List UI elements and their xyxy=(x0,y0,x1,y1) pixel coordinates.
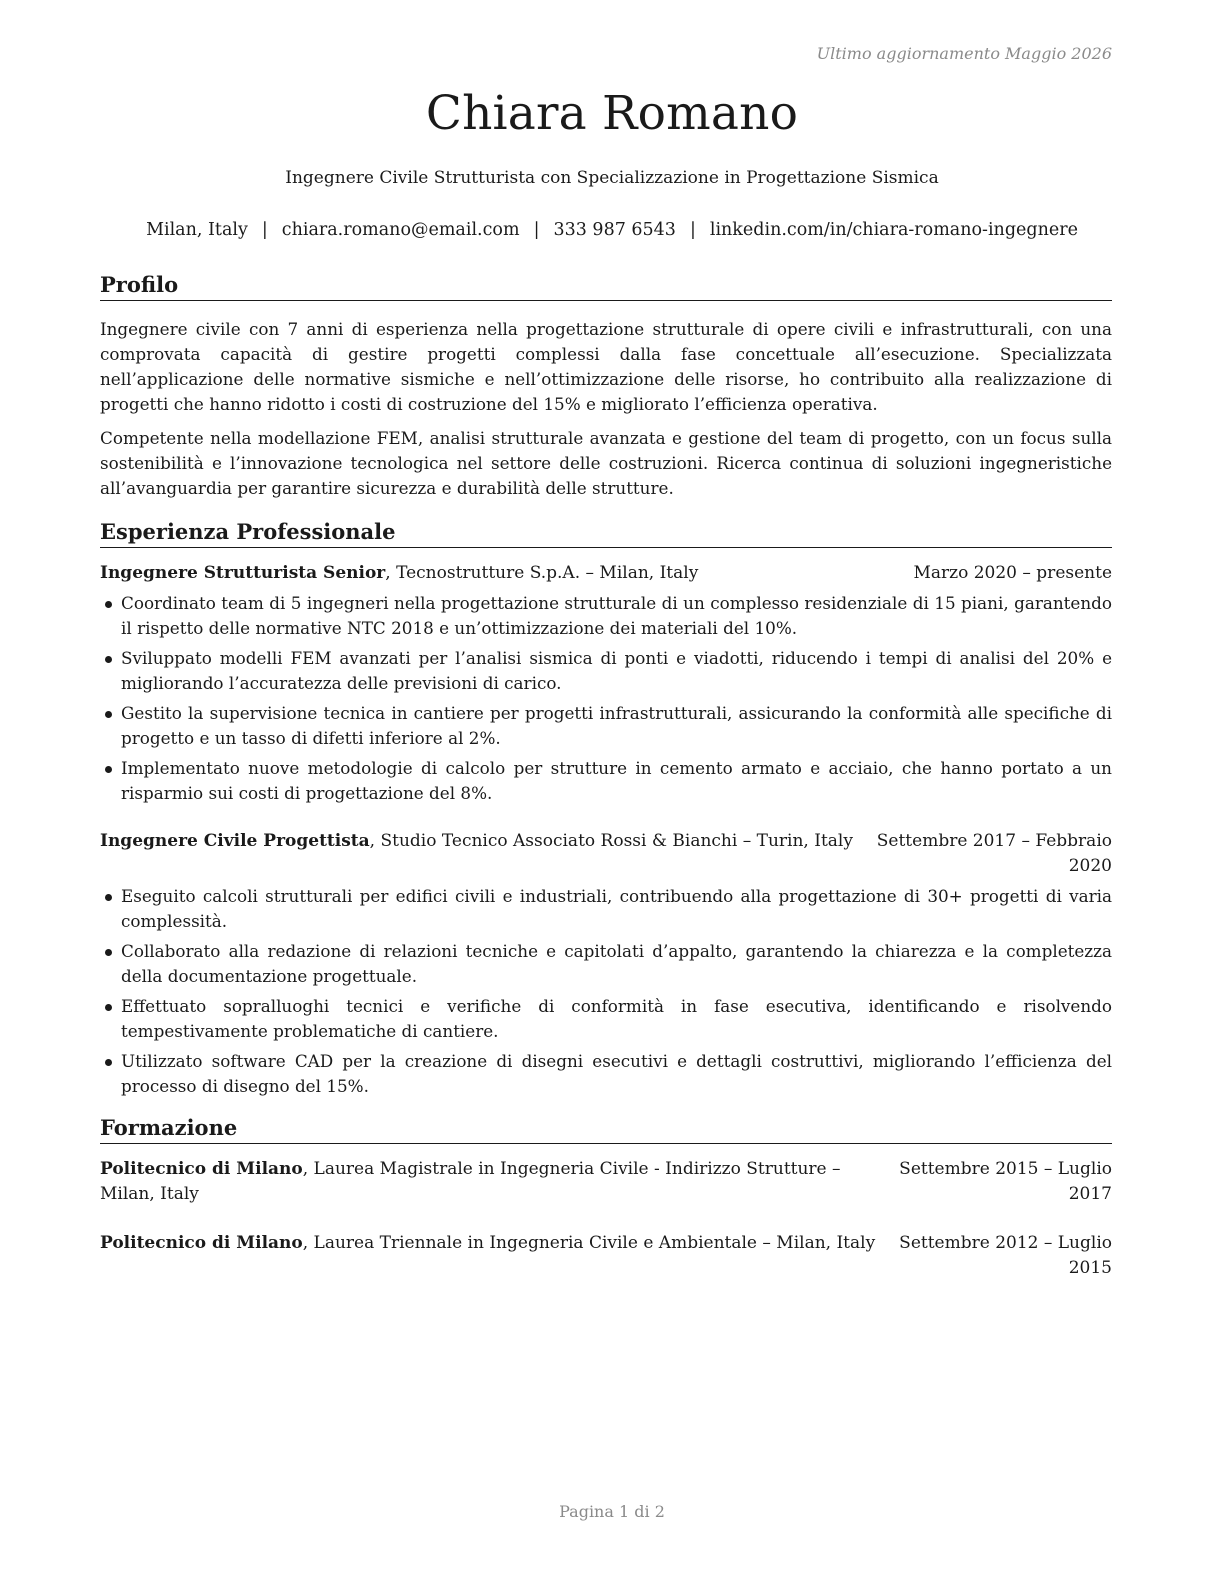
contact-email[interactable]: chiara.romano@email.com xyxy=(281,220,520,240)
contact-separator: | xyxy=(689,220,696,240)
job-bullet: Coordinato team di 5 ingegneri nella progettazione strutturale di un complesso residenziale di 15 piani, garantendo il rispetto delle normative NTC 2018 e un’ottimizzazione dei materiali del 10%. xyxy=(100,591,1112,641)
professional-tagline: Ingegnere Civile Strutturista con Specializzazione in Progettazione Sismica xyxy=(285,168,939,188)
job-company: , Studio Tecnico Associato Rossi & Bianchi – Turin, Italy xyxy=(369,831,853,851)
job-dates: Settembre 2017 – Febbraio 2020 xyxy=(876,831,1112,876)
job-company: , Tecnostrutture S.p.A. – Milan, Italy xyxy=(385,563,699,583)
profile-paragraph: Competente nella modellazione FEM, analisi strutturale avanzata e gestione del team di progetto, con un focus sulla sostenibilità e l’innovazione tecnologica nel settore delle costruzioni. Ricerca continua di soluzioni ingegneristiche all’avanguardia per garantire sicurezza e durabilità delle strutture. xyxy=(100,428,1112,498)
resume-body xyxy=(100,270,1112,1281)
contact-location: Milan, Italy xyxy=(146,220,248,240)
job-role: Ingegnere Civile Progettista xyxy=(100,831,370,851)
job-header xyxy=(100,829,1112,879)
education-entry xyxy=(100,1231,1112,1281)
last-updated-note: Ultimo aggiornamento Maggio 2026 xyxy=(816,44,1112,63)
job-role: Ingegnere Strutturista Senior xyxy=(100,563,386,583)
education-entry xyxy=(100,1157,1112,1207)
education-school: Politecnico di Milano xyxy=(100,1159,303,1179)
contact-linkedin[interactable]: linkedin.com/in/chiara-romano-ingegnere xyxy=(709,220,1078,240)
job-bullet: Collaborato alla redazione di relazioni tecniche e capitolati d’appalto, garantendo la chiarezza e la completezza della documentazione progettuale. xyxy=(100,939,1112,989)
job-bullet: Sviluppato modelli FEM avanzati per l’analisi sismica di ponti e viadotti, riducendo i tempi di analisi del 20% e migliorando l’accuratezza delle previsioni di carico. xyxy=(100,646,1112,696)
job-bullet: Utilizzato software CAD per la creazione di disegni esecutivi e dettagli costruttivi, migliorando l’efficienza del processo di disegno del 15%. xyxy=(100,1049,1112,1099)
profile-paragraph: Ingegnere civile con 7 anni di esperienza nella progettazione strutturale di opere civili e infrastrutturali, con una comprovata capacità di gestire progetti complessi dalla fase concettuale all’esecuzione. Specializzata nell’applicazione delle normative sismiche e nell’ottimizzazione delle risorse, ho contribuito alla realizzazione di progetti che hanno ridotto i costi di costruzione del 15% e migliorato l’efficienza operativa. xyxy=(100,319,1112,414)
education-dates: Settembre 2012 – Luglio 2015 xyxy=(899,1233,1112,1278)
contact-separator: | xyxy=(261,220,268,240)
job-bullet: Gestito la supervisione tecnica in cantiere per progetti infrastrutturali, assicurando la conformità alle specifiche di progetto e un tasso di difetti inferiore al 2%. xyxy=(100,701,1112,751)
job-bullet: Effettuato sopralluoghi tecnici e verifiche di conformità in fase esecutiva, identificando e risolvendo tempestivamente problematiche di cantiere. xyxy=(100,994,1112,1044)
section-title-experience: Esperienza Professionale xyxy=(100,517,1112,548)
section-title-profile: Profilo xyxy=(100,270,1112,301)
education-school: Politecnico di Milano xyxy=(100,1233,303,1253)
job-entry xyxy=(100,561,1112,806)
job-dates: Marzo 2020 – presente xyxy=(913,563,1112,583)
job-entry xyxy=(100,829,1112,1099)
job-bullet: Implementato nuove metodologie di calcolo per strutture in cemento armato e acciaio, che hanno portato a un risparmio sui costi di progettazione del 8%. xyxy=(100,756,1112,806)
contact-phone: 333 987 6543 xyxy=(553,220,676,240)
education-degree: , Laurea Triennale in Ingegneria Civile e Ambientale – Milan, Italy xyxy=(302,1233,876,1253)
job-bullet: Eseguito calcoli strutturali per edifici civili e industriali, contribuendo alla progettazione di 30+ progetti di varia complessità. xyxy=(100,884,1112,934)
contact-line xyxy=(0,220,1224,240)
contact-separator: | xyxy=(533,220,540,240)
candidate-name: Chiara Romano xyxy=(425,86,799,141)
section-title-education: Formazione xyxy=(100,1113,1112,1144)
job-bullets xyxy=(100,591,1112,806)
page-number: Pagina 1 di 2 xyxy=(559,1502,665,1521)
job-bullets xyxy=(100,884,1112,1099)
education-degree: , Laurea Magistrale in Ingegneria Civile - Indirizzo Strutture – Milan, Italy xyxy=(100,1159,841,1204)
education-dates: Settembre 2015 – Luglio 2017 xyxy=(899,1159,1112,1204)
job-header xyxy=(100,561,1112,586)
